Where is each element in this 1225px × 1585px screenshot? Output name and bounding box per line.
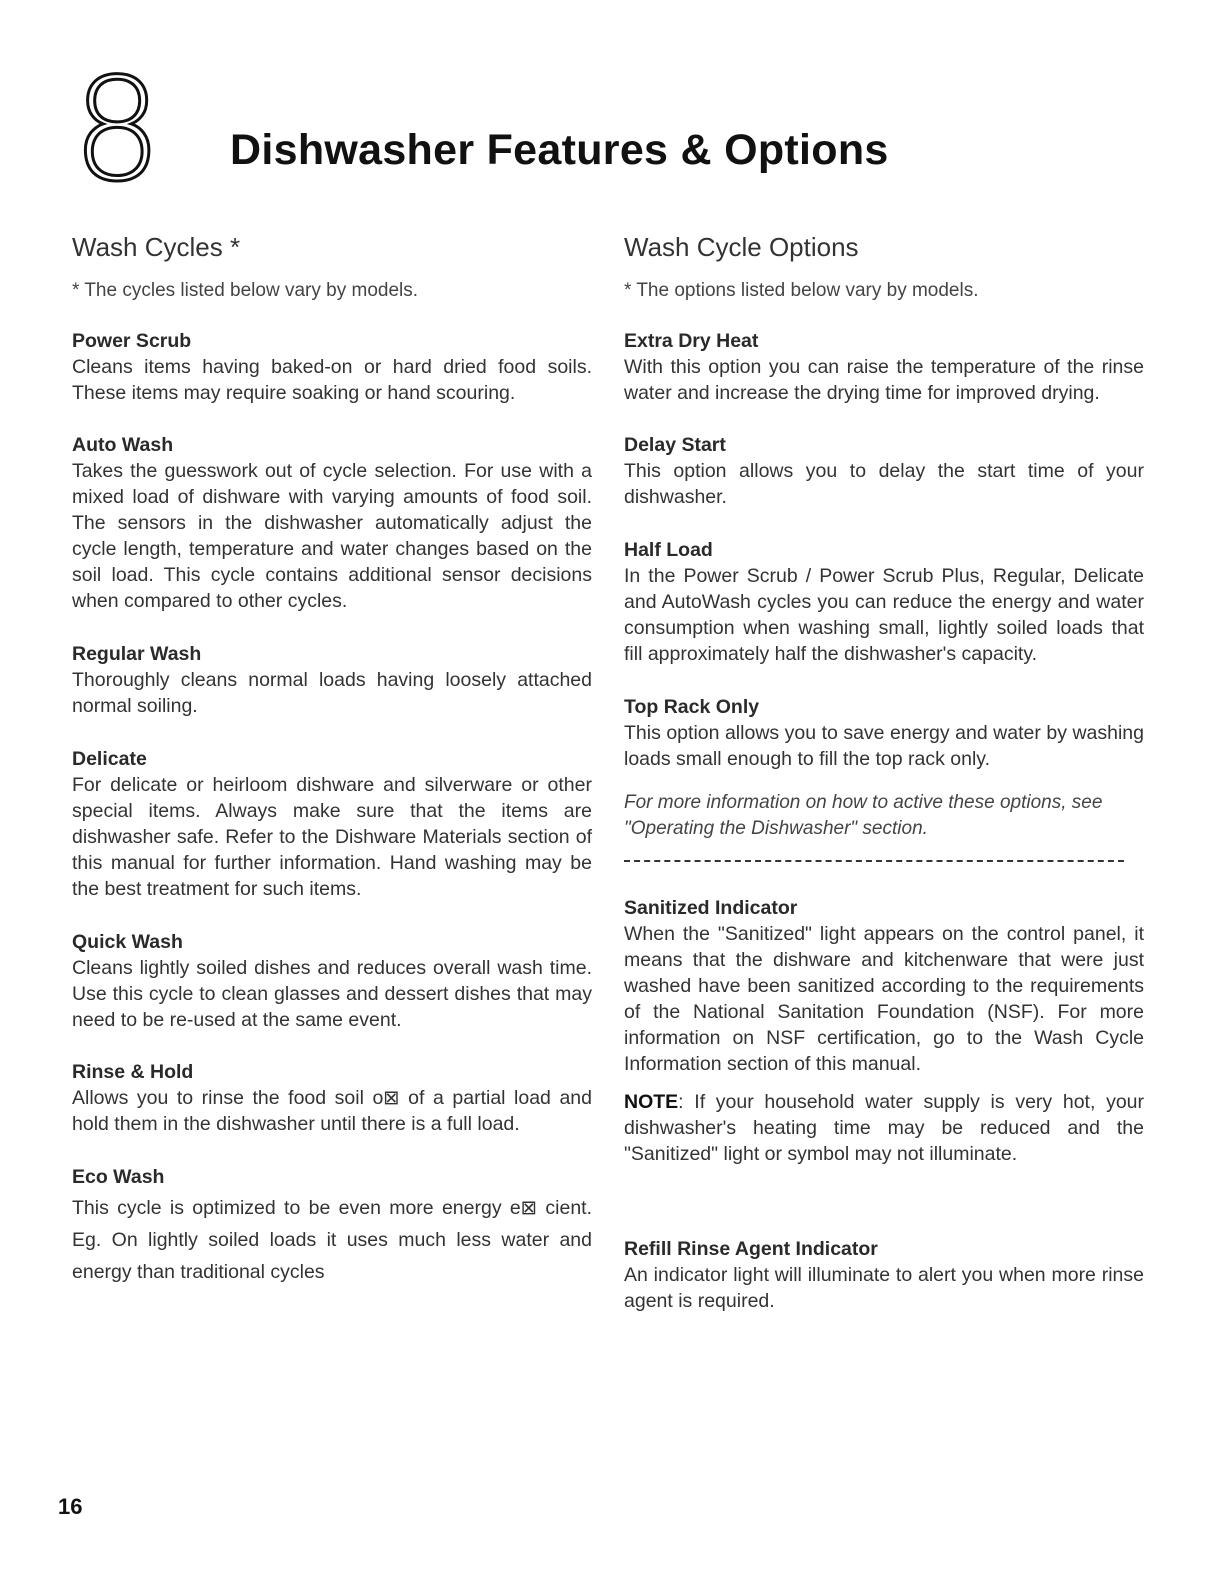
chapter-number: 8 [72, 48, 163, 213]
cycle-title: Auto Wash [72, 434, 174, 456]
dashed-divider [624, 860, 1124, 862]
cycle-description: Thoroughly cleans normal loads having loosely attached normal soiling. [72, 669, 592, 718]
more-info-note: For more information on how to active these options, see "Operating the Dishwasher" section. [624, 792, 1103, 839]
cycle-title: Regular Wash [72, 643, 202, 665]
cycle-description: This cycle is optimized to be even more energy e⊠ cient. Eg. On lightly soiled loads it uses much less water and energy than traditional cycles [72, 1197, 592, 1284]
cycle-power-scrub [72, 328, 592, 406]
option-extra-dry-heat [624, 328, 1144, 406]
cycle-delicate [72, 746, 592, 902]
cycle-regular-wash [72, 641, 592, 719]
cycle-title: Power Scrub [72, 330, 192, 352]
sanitized-title: Sanitized Indicator [624, 897, 798, 919]
cycle-description: Allows you to rinse the food soil o⊠ of a partial load and hold them in the dishwasher until there is a full load. [72, 1087, 592, 1136]
option-title: Extra Dry Heat [624, 330, 759, 352]
cycle-auto-wash [72, 432, 592, 614]
refill-description: An indicator light will illuminate to alert you when more rinse agent is required. [624, 1264, 1144, 1313]
cycle-eco-wash [72, 1164, 592, 1288]
wash-cycles-section [72, 232, 592, 1284]
cycle-description: For delicate or heirloom dishware and silverware or other special items. Always make sure that the items are dishwasher safe. Refer to the Dishware Materials section of this manual for further information. Hand washing may be the best treatment for such items. [72, 774, 592, 901]
cycle-title: Eco Wash [72, 1166, 165, 1188]
cycle-description: Cleans items having baked-on or hard dried food soils. These items may require soaking or hand scouring. [72, 356, 592, 405]
option-title: Half Load [624, 539, 713, 561]
wash-cycle-options-heading: Wash Cycle Options [624, 232, 859, 262]
note-label: NOTE [624, 1091, 679, 1114]
option-description: This option allows you to save energy and water by washing loads small enough to fill the top rack only. [624, 722, 1144, 771]
option-delay-start [624, 432, 1144, 510]
cycle-title: Quick Wash [72, 931, 183, 953]
page-title: Dishwasher Features & Options [230, 126, 889, 174]
cycle-rinse-hold [72, 1059, 592, 1137]
wash-cycles-note: * The cycles listed below vary by models. [72, 280, 419, 302]
option-top-rack-only [624, 694, 1144, 772]
refill-rinse-agent-indicator [624, 1236, 1144, 1314]
wash-cycles-heading: Wash Cycles * [72, 232, 241, 262]
wash-cycle-options-section [624, 232, 1144, 1313]
cycle-title: Rinse & Hold [72, 1061, 194, 1083]
cycle-description: Takes the guesswork out of cycle selection. For use with a mixed load of dishware with varying amounts of food soil. The sensors in the dishwasher automatically adjust the cycle length, temperature and water changes based on the soil load. This cycle contains additional sensor decisions when compared to other cycles. [72, 460, 592, 613]
option-description: With this option you can raise the temperature of the rinse water and increase the drying time for improved drying. [624, 356, 1144, 405]
refill-title: Refill Rinse Agent Indicator [624, 1238, 878, 1260]
cycle-quick-wash [72, 929, 592, 1033]
cycle-description: Cleans lightly soiled dishes and reduces overall wash time. Use this cycle to clean glasses and dessert dishes that may need to be re-used at the same event. [72, 957, 592, 1032]
option-description: This option allows you to delay the start time of your dishwasher. [624, 460, 1144, 509]
option-description: In the Power Scrub / Power Scrub Plus, Regular, Delicate and AutoWash cycles you can reduce the energy and water consumption when washing small, lightly soiled loads that fill approximately half the dishwasher's capacity. [624, 565, 1144, 666]
note-text: : If your household water supply is very hot, your dishwasher's heating time may be reduced and the "Sanitized" light or symbol may not illuminate. [624, 1091, 1144, 1166]
wash-cycle-options-note: * The options listed below vary by models. [624, 280, 979, 302]
option-title: Delay Start [624, 434, 726, 456]
page-number: 16 [58, 1494, 83, 1519]
option-half-load [624, 537, 1144, 667]
option-title: Top Rack Only [624, 696, 760, 718]
sanitized-description: When the "Sanitized" light appears on the control panel, it means that the dishware and kitchenware that were just washed have been sanitized according to the requirements of the National Sanitation Foundation (NSF). For more information on NSF certification, go to the Wash Cycle Information section of this manual. [624, 923, 1144, 1076]
sanitized-note [624, 1089, 1144, 1167]
sanitized-indicator [624, 895, 1144, 1167]
cycle-title: Delicate [72, 748, 147, 770]
